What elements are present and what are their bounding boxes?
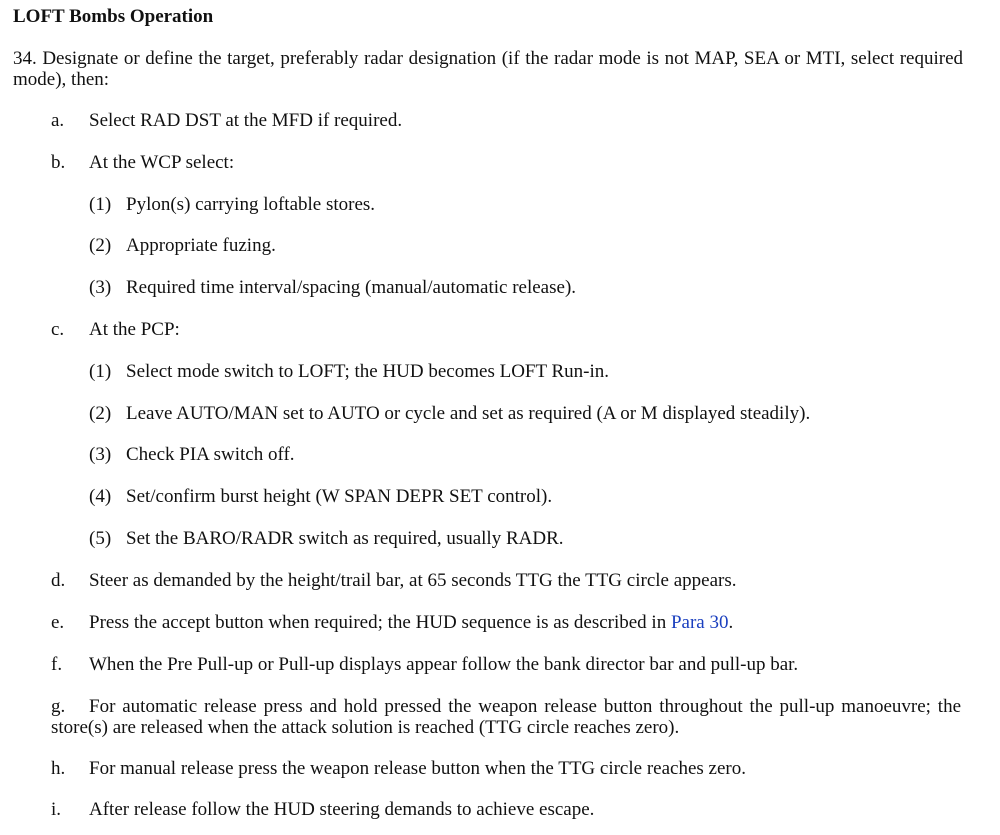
step-text-after-link: . [728, 612, 734, 633]
step-label: i. [51, 799, 62, 820]
substep-text: Set the BARO/RADR switch as required, usually RADR. [126, 528, 564, 549]
step-text: When the Pre Pull-up or Pull-up displays appear follow the bank director bar and pull-up bar. [89, 654, 799, 675]
step-text: At the WCP select: [89, 152, 235, 173]
substep-label: (5) [89, 528, 112, 549]
step-label: d. [51, 570, 66, 591]
step-text-before-link: Press the accept button when required; the HUD sequence is as described in [89, 612, 671, 633]
paragraph-text: Designate or define the target, preferably radar designation (if the radar mode is not MAP, SEA or MTI, select required mode), then: [13, 48, 963, 90]
step-text: At the PCP: [89, 319, 180, 340]
step-text: Steer as demanded by the height/trail bar, at 65 seconds TTG the TTG circle appears. [89, 570, 737, 591]
substep-text: Pylon(s) carrying loftable stores. [126, 194, 376, 215]
step-text: After release follow the HUD steering demands to achieve escape. [89, 799, 595, 820]
section-heading: LOFT Bombs Operation [13, 6, 214, 27]
step-label: g. [51, 696, 66, 717]
substep-label: (3) [89, 444, 112, 465]
step-label: c. [51, 319, 65, 340]
substep-text: Required time interval/spacing (manual/automatic release). [126, 277, 577, 298]
substep-label: (3) [89, 277, 112, 298]
step-text: For automatic release press and hold pressed the weapon release button throughout the pull-up manoeuvre; the store(s) are released when the attack solution is reached (TTG circle reaches zero). [51, 696, 961, 738]
step-text: For manual release press the weapon release button when the TTG circle reaches zero. [89, 758, 746, 779]
substep-label: (4) [89, 486, 112, 507]
paragraph-number: 34. [13, 48, 37, 69]
substep-text: Appropriate fuzing. [126, 235, 276, 256]
substep-label: (1) [89, 194, 112, 215]
substep-text: Select mode switch to LOFT; the HUD becomes LOFT Run-in. [126, 361, 610, 382]
substep-label: (2) [89, 235, 112, 256]
step-label: h. [51, 758, 66, 779]
step-g [51, 696, 961, 738]
step-text: Select RAD DST at the MFD if required. [89, 110, 403, 131]
paragraph-34 [13, 48, 963, 90]
step-text [89, 612, 733, 633]
para-30-link[interactable]: Para 30 [670, 612, 729, 633]
substep-text: Check PIA switch off. [126, 444, 295, 465]
substep-label: (1) [89, 361, 112, 382]
substep-text: Leave AUTO/MAN set to AUTO or cycle and set as required (A or M displayed steadily). [126, 403, 811, 424]
step-label: f. [51, 654, 63, 675]
step-label: b. [51, 152, 66, 173]
step-label: a. [51, 110, 65, 131]
substep-text: Set/confirm burst height (W SPAN DEPR SET control). [126, 486, 553, 507]
step-label: e. [51, 612, 65, 633]
substep-label: (2) [89, 403, 112, 424]
